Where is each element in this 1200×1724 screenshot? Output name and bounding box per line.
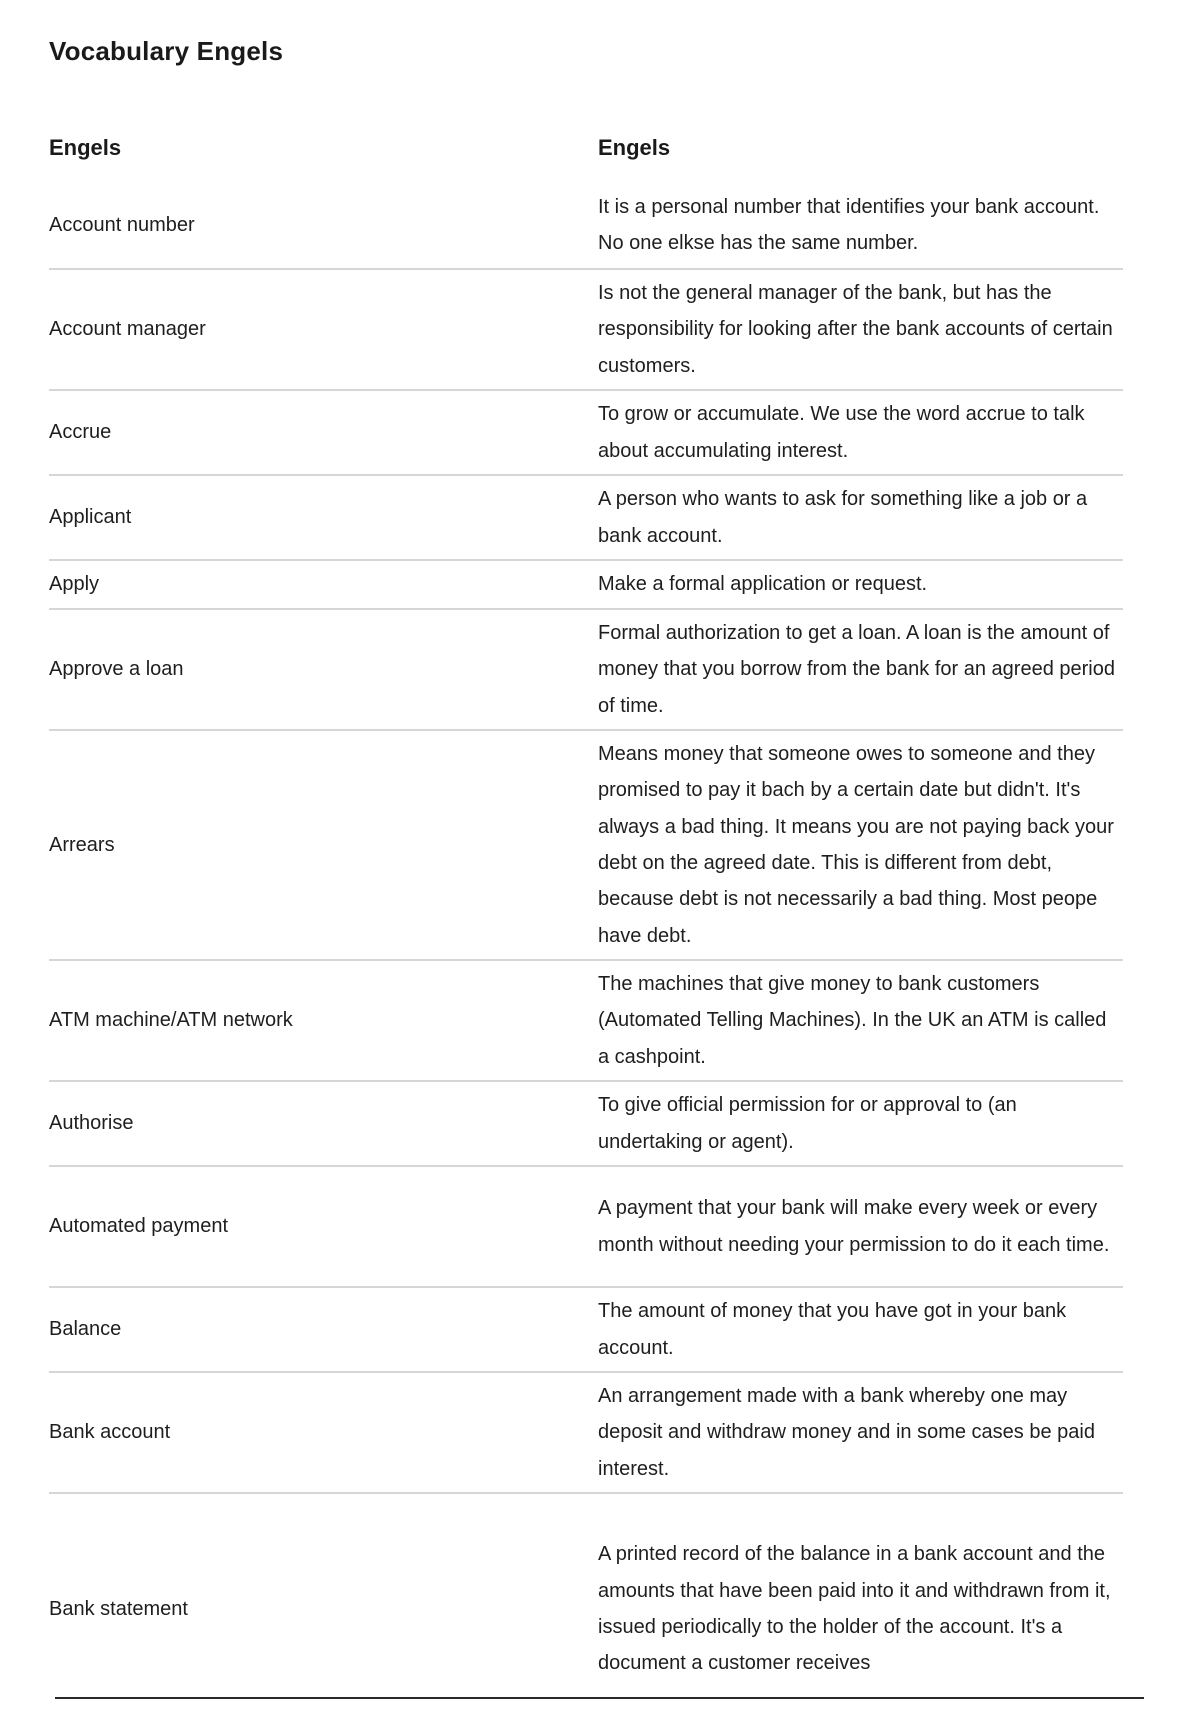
table-row xyxy=(49,270,1123,391)
definition-cell: The machines that give money to bank customers (Automated Telling Machines). In the UK an ATM is called a cashpoint. xyxy=(598,972,1107,1068)
table-row xyxy=(49,1167,1123,1288)
term-cell: Accrue xyxy=(49,421,112,443)
definition-cell: To give official permission for or approval to (an undertaking or agent). xyxy=(598,1094,1017,1153)
definition-cell: It is a personal number that identifies your bank account. No one elkse has the same number. xyxy=(598,195,1100,254)
term-cell: ATM machine/ATM network xyxy=(49,1009,293,1031)
table-row xyxy=(49,731,1123,961)
definition-cell: Formal authorization to get a loan. A loan is the amount of money that you borrow from the bank for an agreed period of time. xyxy=(598,621,1115,717)
definition-cell: A printed record of the balance in a bank account and the amounts that have been paid into it and withdrawn from it, issued periodically to the holder of the account. It's a document a customer receives xyxy=(598,1543,1111,1675)
table-row xyxy=(49,561,1123,610)
definition-cell: Is not the general manager of the bank, but has the responsibility for looking after the bank accounts of certain customers. xyxy=(598,281,1113,377)
term-cell: Balance xyxy=(49,1318,122,1340)
definition-cell: Make a formal application or request. xyxy=(598,573,928,596)
definition-cell: To grow or accumulate. We use the word accrue to talk about accumulating interest. xyxy=(598,403,1085,462)
definition-cell: Means money that someone owes to someone and they promised to pay it bach by a certain date but didn't. It's always a bad thing. It means you are not paying back your debt on the agreed date. This is different from debt, because debt is not necessarily a bad thing. Most peope have debt. xyxy=(598,742,1114,947)
definition-cell: An arrangement made with a bank whereby one may deposit and withdraw money and in some cases be paid interest. xyxy=(598,1384,1095,1480)
table-header xyxy=(49,114,1123,182)
definition-cell: A person who wants to ask for something like a job or a bank account. xyxy=(598,488,1088,547)
page-bottom-rule xyxy=(55,1697,1144,1699)
term-cell: Apply xyxy=(49,573,100,595)
table-row xyxy=(49,1494,1123,1724)
term-cell: Authorise xyxy=(49,1112,134,1134)
definition-cell: A payment that your bank will make every week or every month without needing your permission to do it each time. xyxy=(598,1197,1110,1256)
page-title: Vocabulary Engels xyxy=(49,36,284,66)
term-cell: Bank account xyxy=(49,1421,171,1443)
term-cell: Account manager xyxy=(49,318,206,340)
definition-cell: The amount of money that you have got in your bank account. xyxy=(598,1300,1067,1359)
vocabulary-table xyxy=(49,114,1123,1724)
term-cell: Account number xyxy=(49,213,195,236)
table-row xyxy=(49,1082,1123,1167)
column-header-definition: Engels xyxy=(598,135,671,160)
term-cell: Applicant xyxy=(49,506,132,528)
term-cell: Approve a loan xyxy=(49,658,184,680)
table-row xyxy=(49,610,1123,731)
term-cell: Arrears xyxy=(49,833,115,856)
table-row xyxy=(49,182,1123,270)
term-cell: Automated payment xyxy=(49,1215,228,1237)
column-header-term: Engels xyxy=(49,135,122,160)
table-row xyxy=(49,476,1123,561)
table-row xyxy=(49,1288,1123,1373)
table-row xyxy=(49,1373,1123,1494)
table-row xyxy=(49,961,1123,1082)
table-row xyxy=(49,391,1123,476)
term-cell: Bank statement xyxy=(49,1597,188,1620)
